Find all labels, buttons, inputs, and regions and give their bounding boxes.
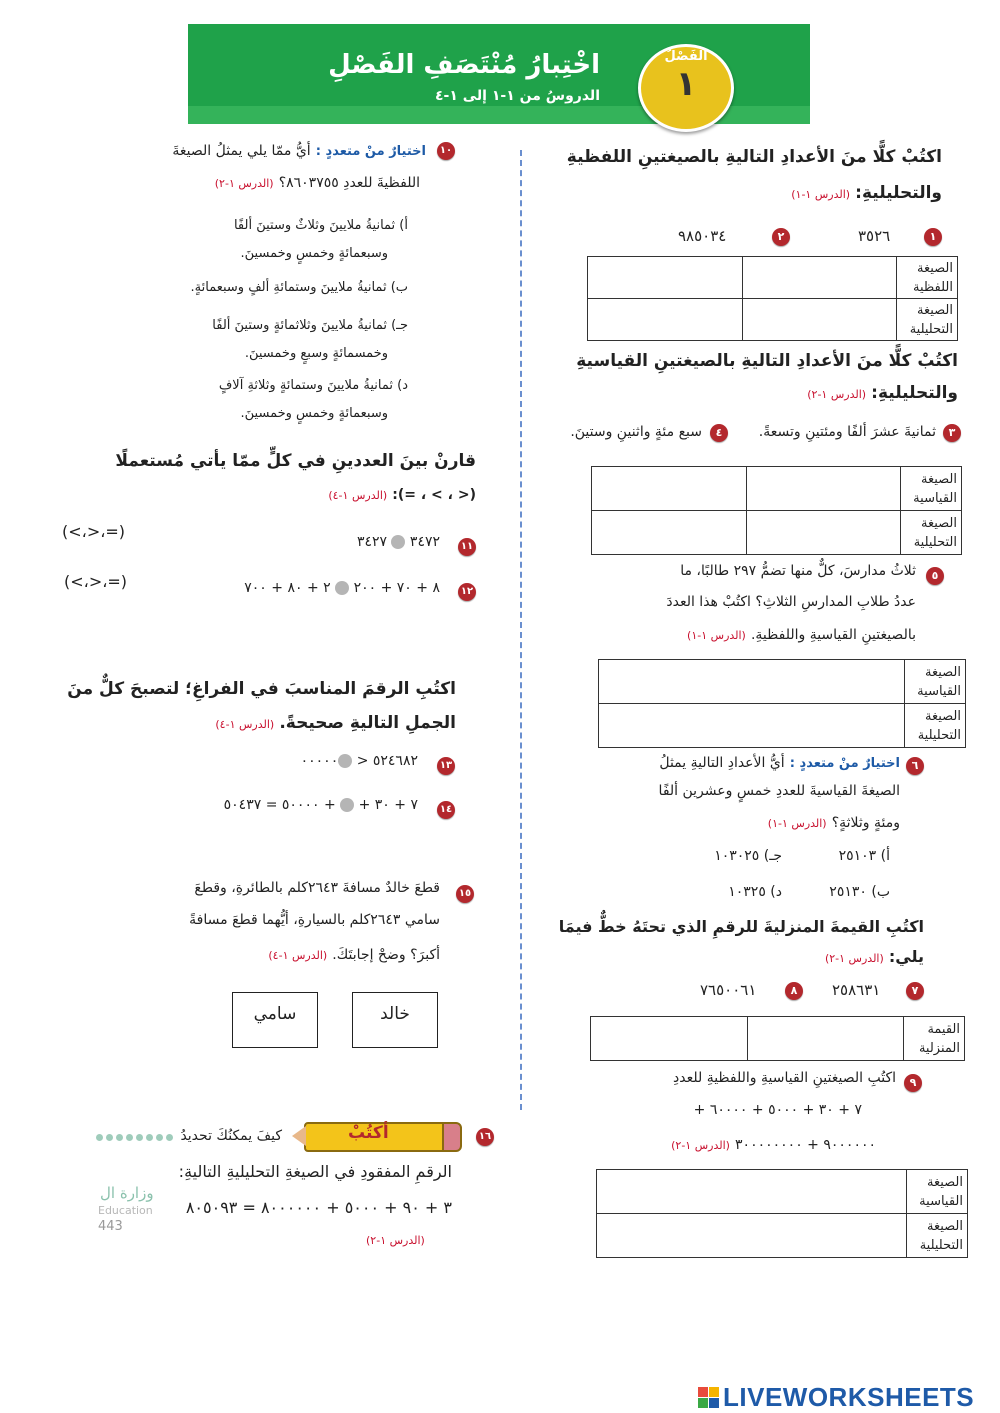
- label-expanded-form: الصيغة التحليلية: [897, 299, 958, 341]
- q5-line1: ثلاثُ مدارسَ، كلٌّ منها تضمُّ ٢٩٧ طالبًا، ما: [680, 563, 916, 579]
- s2-lesson: (الدرس ١-٢): [807, 388, 867, 401]
- q11-row: [357, 534, 440, 550]
- q12-right: ٨ + ٧٠ + ٢٠٠: [353, 580, 440, 596]
- answer-table-4: [590, 1016, 965, 1061]
- q10-option-d[interactable]: [219, 372, 408, 428]
- q16-line1: كيفَ يمكنُكَ تحديدُ: [180, 1128, 282, 1144]
- s3-instruction2: يلي:: [888, 947, 924, 966]
- label-expanded-form: الصيغة التحليلية: [901, 511, 962, 555]
- q10-d-line1: د) ثمانيةُ ملايينَ وستمائةٍ وثلاثةِ آلافٍ: [218, 378, 408, 393]
- chapter-badge: [638, 44, 734, 132]
- q3-text: ثمانيةَ عشرَ ألفًا ومئتينِ وتسعةً.: [758, 424, 936, 440]
- q8-value: ٧٦٥٠٠٦١: [700, 981, 757, 999]
- s5-line2: [215, 708, 456, 738]
- q6-option-c[interactable]: جـ) ١٠٣٠٢٥: [714, 848, 782, 864]
- answer-cell[interactable]: [746, 467, 901, 511]
- q16-number: ١٦: [476, 1128, 494, 1146]
- q7-value: ٢٥٨٦٣١: [832, 981, 881, 999]
- q6-line3: ومئةٍ وثلاثةٍ؟: [831, 815, 900, 831]
- q1-value: ٣٥٢٦: [858, 227, 891, 245]
- q15-line2: سامي ٢٦٤٣كلم بالسيارةِ، أيُّهما قطعَ مسافةً: [189, 912, 440, 928]
- q15-number: ١٥: [456, 885, 474, 903]
- answer-table-2: [591, 466, 962, 555]
- q6-lesson: (الدرس ١-١): [767, 817, 827, 830]
- answer-cell[interactable]: [599, 660, 905, 704]
- answer-cell[interactable]: [591, 1017, 748, 1061]
- answer-cell[interactable]: [592, 467, 747, 511]
- q14-number: ١٤: [437, 801, 455, 819]
- sami-label: سامي: [253, 1004, 297, 1024]
- q6-option-a[interactable]: أ) ٢٥١٠٣: [838, 848, 890, 864]
- ministry-logo: [96, 1134, 176, 1170]
- q12-left: ٢ + ٨٠ + ٧٠٠: [244, 580, 331, 596]
- q14-blank[interactable]: [340, 798, 354, 812]
- q12-blank[interactable]: [335, 581, 349, 595]
- q2-number: ٢: [772, 228, 790, 246]
- q10-a-line2: وسبعمائةٍ وخمسٍ وخمسينَ.: [240, 246, 388, 261]
- q16-line2: الرقمِ المفقودِ في الصيغةِ التحليليةِ التاليةِ:: [178, 1162, 452, 1181]
- label-expanded-form: الصيغة التحليلية: [907, 1214, 968, 1258]
- label-standard-form: الصيغة القياسية: [901, 467, 962, 511]
- q9-text: اكتُبِ الصيغتينِ القياسيةِ واللفظيةِ للعددِ: [673, 1070, 896, 1086]
- q9-expr2-wrap: [671, 1134, 876, 1153]
- q10-d-line2: وسبعمائةٍ وخمسٍ وخمسينَ.: [240, 406, 388, 421]
- q6-line3-wrap: [768, 812, 900, 831]
- label-word-form: الصيغة اللفظية: [897, 257, 958, 299]
- q14-row: [224, 797, 418, 813]
- s4-symbols: (< ، > ، =):: [392, 487, 476, 503]
- q10-option-c[interactable]: [212, 312, 408, 368]
- q10-line2-wrap: [215, 172, 420, 191]
- s5-lesson: (الدرس ١-٤): [215, 718, 275, 731]
- q1-number: ١: [924, 228, 942, 246]
- q6-tag: اختيارٌ منْ متعددٍ :: [789, 756, 900, 771]
- q6-option-d[interactable]: د) ١٠٣٢٥: [728, 884, 782, 900]
- answer-cell[interactable]: [597, 1170, 907, 1214]
- q10-option-b[interactable]: ب) ثمانيةُ ملايينَ وستمائةِ ألفٍ وسبعمائةٍ.: [190, 280, 408, 295]
- s1-instruction2: والتحليليةِ:: [855, 183, 942, 203]
- q10-number: ١٠: [437, 142, 455, 160]
- q6-number: ٦: [906, 757, 924, 775]
- header-title: اخْتِبارُ مُنْتَصَفِ الفَصْلِ: [328, 50, 600, 80]
- q10-c-line2: وخمسمائةٍ وسبعٍ وخمسينَ.: [244, 346, 388, 361]
- q11-left: ٣٤٢٧: [356, 534, 388, 550]
- q11-choices[interactable]: (<،>،=): [62, 522, 126, 541]
- s2-instruction2: والتحليليةِ:: [871, 383, 958, 403]
- s2-instruction-line2: [807, 378, 958, 408]
- q15-line1: قطعَ خالدٌ مسافةَ ٢٦٤٣كلم بالطائرةِ، وقطعَ: [194, 880, 440, 896]
- s3-instruction-line2: [825, 942, 924, 972]
- q10-tag: اختيارٌ منْ متعددٍ :: [315, 144, 426, 159]
- q11-number: ١١: [458, 538, 476, 556]
- q2-value: ٩٨٥٠٣٤: [678, 227, 727, 245]
- q11-right: ٣٤٧٢: [409, 534, 440, 550]
- q10-lesson: (الدرس ١-٢): [214, 177, 274, 190]
- answer-cell[interactable]: [599, 704, 905, 748]
- q9-number: ٩: [904, 1074, 922, 1092]
- answer-cell[interactable]: [742, 257, 897, 299]
- label-expanded-form: الصيغة التحليلية: [905, 704, 966, 748]
- label-standard-form: الصيغة القياسية: [907, 1170, 968, 1214]
- q10-line2: اللفظيةَ للعددِ ٨٦٠٣٧٥٥؟: [278, 175, 420, 191]
- q3-number: ٣: [943, 424, 961, 442]
- q10-line1: أيُّ ممّا يلي يمثلُ الصيغةَ: [172, 143, 311, 159]
- chapter-label: الفَصْلُ: [664, 49, 708, 64]
- answer-cell[interactable]: [742, 299, 897, 341]
- answer-cell[interactable]: [588, 299, 743, 341]
- q5-line3: بالصيغتينِ القياسيةِ واللفظيةِ.: [750, 627, 916, 643]
- label-place-value: القيمة المنزلية: [904, 1017, 965, 1061]
- s5-instruction2: الجملِ التاليةِ صحيحةً.: [279, 713, 456, 733]
- q12-number: ١٢: [458, 583, 476, 601]
- q13-number: ١٣: [437, 757, 455, 775]
- q15-line3: أكبرَ؟ وضحْ إجابتَكَ.: [332, 947, 440, 963]
- education-text: Education: [98, 1204, 153, 1217]
- q8-number: ٨: [785, 982, 803, 1000]
- q14-left: + ٥٠٠٠٠ = ٥٠٤٣٧: [223, 797, 336, 813]
- answer-box-khalid[interactable]: [352, 992, 438, 1048]
- q11-blank[interactable]: [391, 535, 405, 549]
- header-subtitle: الدروسُ من ١-١ إلى ١-٤: [434, 88, 600, 104]
- q5-line3-wrap: [687, 624, 916, 643]
- s3-lesson: (الدرس ١-٢): [824, 952, 884, 965]
- s2-instruction: اكتُبْ كلًّا منَ الأعدادِ التاليةِ بالصيغتينِ القياسيةِ: [576, 351, 958, 371]
- chapter-number: ١: [675, 64, 697, 104]
- q7-number: ٧: [906, 982, 924, 1000]
- s5-instruction: اكتُبِ الرقمَ المناسبَ في الفراغِ؛ لتصبحَ كلٌّ منَ: [67, 679, 456, 699]
- s3-instruction: اكتُبِ القيمةَ المنزليةَ للرقمِ الذي تحتَهُ خطٌّ فيمَا: [558, 917, 924, 936]
- q9-lesson: (الدرس ١-٢): [671, 1139, 730, 1152]
- q12-row: [244, 580, 440, 596]
- q6-line1-wrap: [659, 752, 900, 771]
- q14-right: ٧ + ٣٠ +: [358, 797, 418, 813]
- q4-number: ٤: [710, 424, 728, 442]
- answer-table-3: [598, 659, 966, 748]
- write-badge: أكتُبْ: [348, 1123, 389, 1143]
- q15-lesson: (الدرس ١-٤): [268, 949, 328, 962]
- answer-cell[interactable]: [588, 257, 743, 299]
- q6-line1: أيُّ الأعدادِ التاليةِ يمثلُ: [659, 755, 785, 771]
- answer-cell[interactable]: [746, 511, 901, 555]
- s4-line2: [328, 484, 476, 503]
- page-number: 443: [98, 1219, 123, 1234]
- s4-instruction: قارنْ بينَ العددينِ في كلٍّ ممّا يأتي مُستعملًا: [115, 451, 476, 471]
- answer-cell[interactable]: [747, 1017, 904, 1061]
- s1-instruction-line2: [791, 178, 942, 208]
- q10-c-line1: جـ) ثمانيةُ ملايينَ وثلاثمائةٍ وستينَ ألفًا: [212, 318, 408, 333]
- q9-expr1: ٧ + ٣٠ + ٥٠٠٠ + ٦٠٠٠٠ +: [693, 1102, 862, 1118]
- q9-expr2: ٩٠٠٠٠٠٠ + ٣٠٠٠٠٠٠٠٠: [735, 1137, 876, 1153]
- column-divider: [520, 150, 522, 1110]
- answer-table-1: [587, 256, 958, 341]
- q10-option-a[interactable]: [234, 212, 408, 268]
- s1-instruction: اكتُبْ كلًّا منَ الأعدادِ التاليةِ بالصيغتينِ اللفظيةِ: [566, 147, 942, 167]
- q13-left: ٠٠٠٠٠: [300, 753, 339, 769]
- q16-lesson: (الدرس ١-٢): [366, 1234, 425, 1247]
- label-standard-form: الصيغة القياسية: [905, 660, 966, 704]
- answer-cell[interactable]: [592, 511, 747, 555]
- q5-line2: عددُ طلابِ المدارسِ الثلاثِ؟ اكتُبْ هذا العددَ: [666, 594, 916, 610]
- q6-line2: الصيغةَ القياسيةَ للعددِ خمسٍ وعشرين ألفًا: [658, 783, 900, 799]
- lws-icon: [698, 1387, 719, 1408]
- q10-line1-wrap: [172, 140, 426, 159]
- answer-table-5: [596, 1169, 968, 1258]
- s4-lesson: (الدرس ١-٤): [328, 489, 388, 502]
- s1-lesson: (الدرس ١-١): [791, 188, 851, 201]
- q15-line3-wrap: [268, 944, 440, 963]
- ministry-text: وزارة ال: [100, 1184, 154, 1202]
- pencil-icon: [292, 1120, 462, 1152]
- q4-text: سبع مئةٍ واثنينِ وستينَ.: [570, 424, 702, 440]
- q5-number: ٥: [926, 567, 944, 585]
- q13-right: ٥٢٤٦٨٢ <: [356, 753, 418, 769]
- answer-box-sami[interactable]: [232, 992, 318, 1048]
- q5-lesson: (الدرس ١-١): [687, 629, 746, 642]
- q6-option-b[interactable]: ب) ٢٥١٣٠: [829, 884, 890, 900]
- answer-cell[interactable]: [597, 1214, 907, 1258]
- q13-blank[interactable]: [338, 754, 352, 768]
- brand-name: LIVEWORKSHEETS: [723, 1382, 975, 1412]
- q12-choices[interactable]: (<،>،=): [64, 572, 128, 591]
- q16-expr: ٣ + ٩٠ + ٥٠٠٠ + ٨٠٠٠٠٠٠ = ٨٠٥٠٩٣: [185, 1198, 452, 1217]
- q13-row: [301, 753, 418, 769]
- q10-a-line1: أ) ثمانيةُ ملايينَ وثلاثٌ وستينَ ألفًا: [233, 218, 408, 233]
- liveworksheets-logo: [698, 1382, 974, 1413]
- khalid-label: خالد: [380, 1004, 410, 1024]
